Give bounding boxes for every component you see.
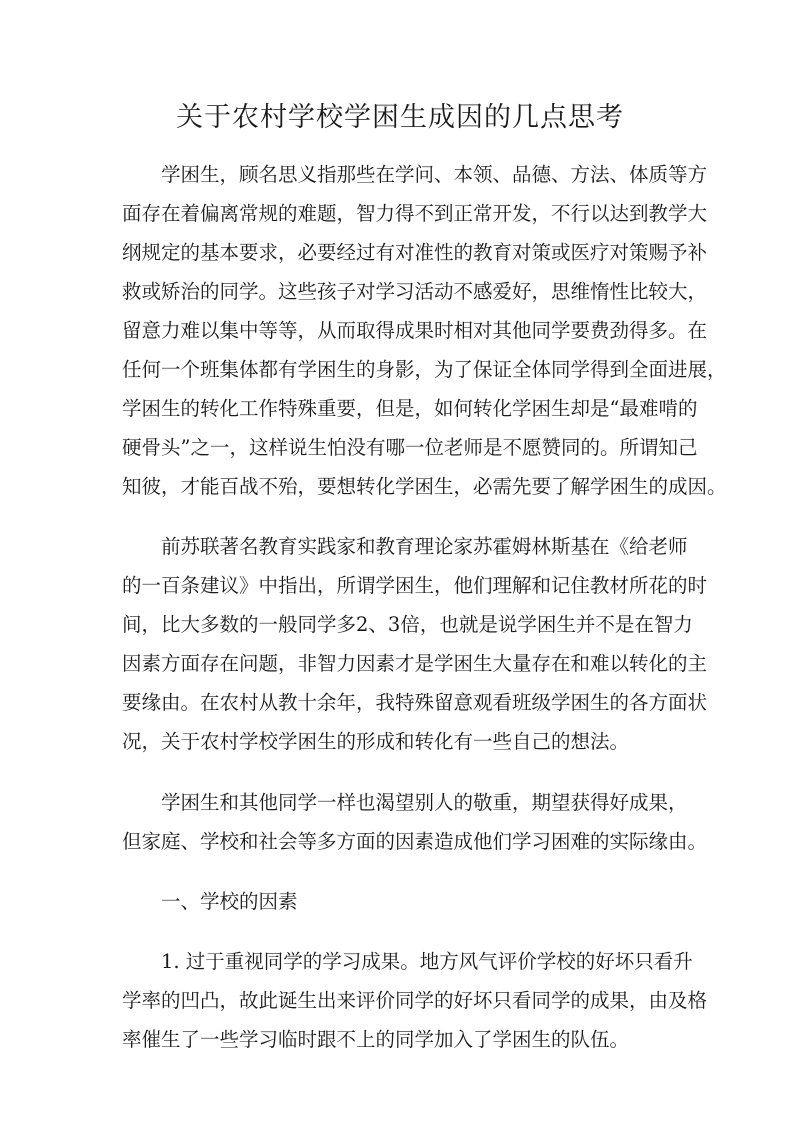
paragraph-1-line-5: 留意力难以集中等等，从而取得成果时相对其他同学要费劲得多。在	[122, 319, 708, 342]
paragraph-1-line-7: 学困生的转化工作特殊重要，但是，如何转化学困生却是“最难啃的	[122, 397, 698, 420]
paragraph-2-line-5: 要缘由。在农村从教十余年，我特殊留意观看班级学困生的各方面状	[122, 691, 708, 714]
paragraph-1-line-6: 任何一个班集体都有学困生的身影，为了保证全体同学得到全面进展，	[122, 358, 727, 381]
paragraph-2-line-2: 的一百条建议》中指出，所谓学困生，他们理解和记住教材所花的时	[122, 574, 708, 597]
paragraph-1-line-9: 知彼，才能百战不殆，要想转化学困生，必需先要了解学困生的成因。	[122, 475, 727, 498]
paragraph-1-line-3: 纲规定的基本要求，必要经过有对准性的教育对策或医疗对策赐予补	[122, 241, 708, 264]
paragraph-1-line-8: 硬骨头”之一，这样说生怕没有哪一位老师是不愿赞同的。所谓知己	[122, 436, 698, 459]
document-title: 关于农村学校学困生成因的几点思考	[176, 102, 624, 133]
paragraph-2-line-3: 间，比大多数的一般同学多2、3倍，也就是说学困生并不是在智力	[122, 613, 693, 636]
paragraph-1-line-2: 面存在着偏离常规的难题，智力得不到正常开发，不行以达到教学大	[122, 202, 708, 225]
paragraph-5-line-1: 1. 过于重视同学的学习成果。地方风气评价学校的好坏只看升	[161, 950, 693, 973]
paragraph-2-line-1: 前苏联著名教育实践家和教育理论家苏霍姆林斯基在《给老师	[161, 535, 688, 558]
paragraph-3-line-2: 但家庭、学校和社会等多方面的因素造成他们学习困难的实际缘由。	[122, 830, 708, 853]
paragraph-3-line-1: 学困生和其他同学一样也渴望别人的敬重，期望获得好成果，	[161, 791, 688, 814]
paragraph-1-line-1: 学困生，顾名思义指那些在学问、本领、品德、方法、体质等方	[161, 163, 708, 186]
paragraph-2-line-6: 况，关于农村学校学困生的形成和转化有一些自己的想法。	[122, 730, 630, 753]
paragraph-5-line-3: 率催生了一些学习临时跟不上的同学加入了学困生的队伍。	[122, 1028, 630, 1051]
paragraph-1-line-4: 救或矫治的同学。这些孩子对学习活动不感爱好，思维惰性比较大，	[122, 280, 708, 303]
paragraph-5-line-2: 学率的凹凸，故此诞生出来评价同学的好坏只看同学的成果，由及格	[122, 989, 708, 1012]
section-heading-school-factors: 一、学校的因素	[161, 890, 298, 913]
paragraph-2-line-4: 因素方面存在问题，非智力因素才是学困生大量存在和难以转化的主	[122, 652, 708, 675]
